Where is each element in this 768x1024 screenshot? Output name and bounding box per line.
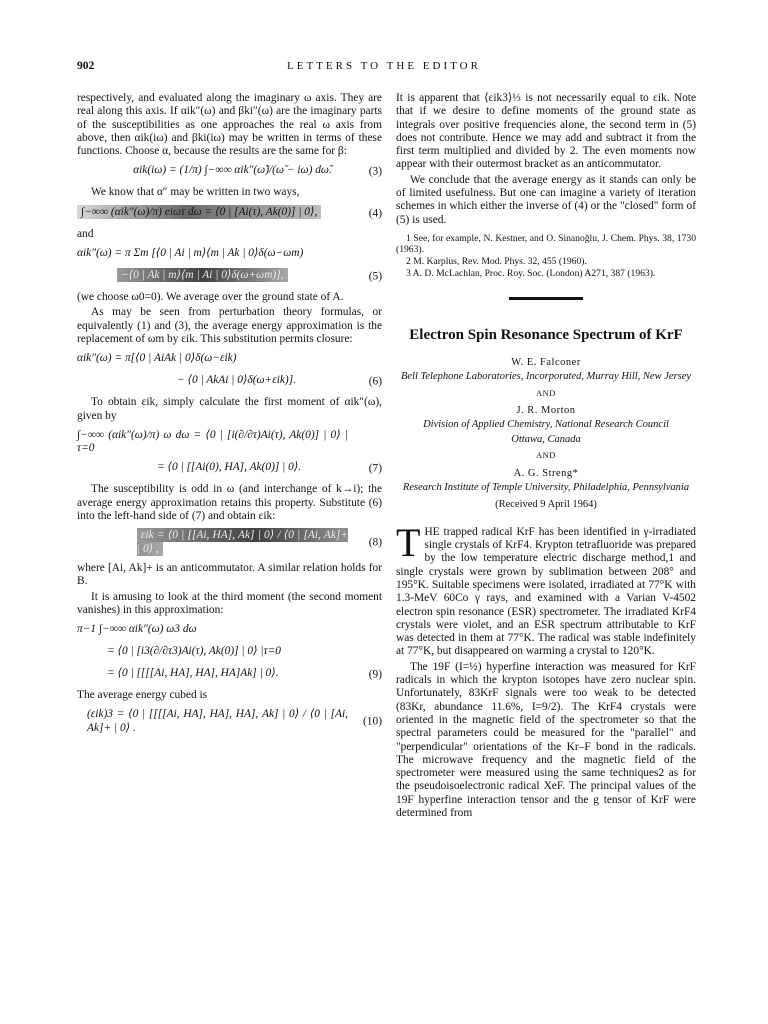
footnote: 3 A. D. McLachlan, Proc. Roy. Soc. (London) A271, 387 (1963). <box>406 267 656 279</box>
paragraph: It is amusing to look at the third moment (the second moment vanishes) in this approximation: <box>77 590 382 616</box>
section-divider <box>509 297 583 300</box>
equation-number: (3) <box>368 165 382 178</box>
and-word: and <box>77 227 94 240</box>
paragraph: where [Ai, Ak]+ is an anticommutator. A similar relation holds for B. <box>77 561 382 588</box>
article-body-paragraph <box>396 519 696 659</box>
equation-3 <box>77 164 382 180</box>
paragraph: The average energy cubed is <box>77 689 208 702</box>
running-title: LETTERS TO THE EDITOR <box>287 60 481 72</box>
author-affiliation: Bell Telephone Laboratories, Incorporated, Murray Hill, New Jersey <box>400 371 692 383</box>
equation-5a <box>77 247 382 263</box>
paragraph: We know that α″ may be written in two ways, <box>91 186 300 199</box>
author-name: J. R. Morton <box>516 405 576 417</box>
equation-body: αik″(ω) = π[⟨0 | AiAk | 0⟩δ(ω−εik) <box>77 352 237 365</box>
author-affiliation: Ottawa, Canada <box>511 433 581 445</box>
equation-body: = ⟨0 | [[[[Ai, HA], HA], HA]Ak] | 0⟩. <box>107 667 279 680</box>
author-name: W. E. Falconer <box>511 356 581 368</box>
paragraph: To obtain εik, simply calculate the first moment of αik″(ω), given by <box>77 396 382 422</box>
article-title: Electron Spin Resonance Spectrum of KrF <box>409 326 683 343</box>
equation-7b <box>77 461 382 477</box>
equation-body: αik″(ω) = π Σm [⟨0 | Ai | m⟩⟨m | Ak | 0⟩δ(ω−ωm) <box>77 247 304 260</box>
equation-10 <box>77 708 382 735</box>
equation-body: = ⟨0 | [[Ai(0), HA], Ak(0)] | 0⟩. <box>157 461 302 474</box>
equation-body: (εik)3 = ⟨0 | [[[[Ai, HA], HA], HA], Ak] | 0⟩ / ⟨0 | [Ai, Ak]+ | 0⟩ . <box>87 708 348 734</box>
page-header <box>77 60 691 76</box>
paragraph: (we choose ω0=0). We average over the ground state of A. <box>77 291 344 304</box>
equation-number: (5) <box>368 270 382 283</box>
paragraph: As may be seen from perturbation theory formulas, or equivalently (1) and (3), the average energy approximation is the replacement of ωm by εik. This substitution permits closure: <box>77 306 382 345</box>
equation-body: = ⟨0 | [i3(∂/∂τ3)Ai(τ), Ak(0)] | 0⟩ |τ=0 <box>107 645 281 658</box>
drop-cap: T <box>396 519 421 565</box>
article-body-paragraph: The 19F (I=½) hyperfine interaction was measured for KrF radicals in which the krypton isotopes have zero nuclear spin. Unfortunately, 83KrF signals were too weak to be detected (83Kr, abundance 11.6%, I=9/2). The KrF4 crystals were oriented in the magnetic field of the spectrometer so that the spectral parameters could be measured for the "parallel" and "perpendicular" orientations of the Kr–F bond in the radicals. The microwave frequency and the magnetic field of the spectrometer were measured using the same techniques2 as for the pseudoisoelectronic radical XeF. The principal values of the 19F hyperfine interaction tensor and the g tensor of KrF were determined from <box>396 660 696 819</box>
equation-body: ∫−∞∞ (αik″(ω)/π) eiωτ dω = ⟨0 | [Ai(τ), Ak(0)] | 0⟩, <box>77 205 321 219</box>
equation-9a <box>77 623 382 639</box>
right-column <box>396 92 696 822</box>
equation-number: (8) <box>368 535 382 548</box>
equation-number: (7) <box>368 462 382 475</box>
footnote: 1 See, for example, N. Kestner, and O. Sinanoğlu, J. Chem. Phys. 38, 1730 (1963). <box>396 232 696 255</box>
paragraph: The susceptibility is odd in ω (and interchange of k→i); the average energy approximation retains this property. Substitute (6) into the left-hand side of (7) and obtain εik: <box>77 483 382 523</box>
equation-body: εik = ⟨0 | [[Ai, HA], Ak] | 0⟩ / ⟨0 | [Ai, Ak]+ | 0⟩ , <box>137 529 348 555</box>
left-column <box>77 92 382 741</box>
received-date: (Received 9 April 1964) <box>495 499 597 511</box>
equation-7a <box>77 429 382 456</box>
and-separator: AND <box>536 450 556 461</box>
and-separator: AND <box>536 387 556 398</box>
equation-9c <box>77 667 382 683</box>
equation-number: (10) <box>363 715 382 728</box>
paragraph-text: HE trapped radical KrF has been identified in γ-irradiated single crystals of KrF4. Krypton tetrafluoride was prepared by the low temperature electric discharge method,1 and single crystals were grown by sublimation between 208° and 195°K. Suitable specimens were isolated, irradiated at 77°K with 1.3-MeV 60Co γ rays, and examined with a Varian V-4502 electron spin resonance (ESR) spectrometer. The irradiated KrF4 crystals were violet, and an ESR spectrum attributable to KrF was detected in them at 77°K. The radical was stable indefinitely at 77°K, but disappeared on warming a crystal to 120°K. <box>396 525 696 658</box>
equation-9b <box>77 645 382 661</box>
footnote: 2 M. Karplus, Rev. Mod. Phys. 32, 455 (1960). <box>406 255 587 267</box>
paragraph: respectively, and evaluated along the imaginary ω axis. They are real along this axis. If αik″(ω) and βki″(ω) are the imaginary parts of the susceptibilities as one approaches the real ω axis from above, then αik(iω) and βki(iω) may be written in terms of these functions. Choose α, because the results are the same for β: <box>77 92 382 158</box>
author-affiliation: Research Institute of Temple University, Philadelphia, Pennsylvania <box>402 481 690 493</box>
author-affiliation: Division of Applied Chemistry, National Research Council <box>423 419 669 431</box>
equation-body: −⟨0 | Ak | m⟩⟨m | Ai | 0⟩δ(ω+ωm)], <box>117 268 288 282</box>
footnotes <box>396 233 696 279</box>
equation-body: π−1 ∫−∞∞ αik″(ω) ω3 dω <box>77 623 197 636</box>
author-name: A. G. Streng* <box>513 467 579 479</box>
equation-4 <box>77 206 382 222</box>
equation-6b <box>77 374 382 390</box>
equation-6a <box>77 352 382 368</box>
paragraph: We conclude that the average energy as it stands can only be of limited usefulness. But one can imagine a variety of iteration schemes in which either the inverse of (4) or the "closed" form of (5) is used. <box>396 173 696 226</box>
equation-number: (6) <box>368 375 382 388</box>
equation-5b <box>77 269 382 285</box>
equation-body: − ⟨0 | AkAi | 0⟩δ(ω+εik)]. <box>177 374 296 387</box>
equation-8 <box>77 529 382 556</box>
equation-body: ∫−∞∞ (αik″(ω)/π) ω dω = ⟨0 | [i(∂/∂τ)Ai(τ), Ak(0)] | 0⟩ |τ=0 <box>77 428 348 455</box>
equation-number: (9) <box>368 668 382 681</box>
page-number: 902 <box>77 60 95 72</box>
paragraph: It is apparent that ⟨εik3⟩⅓ is not necessarily equal to εik. Note that if we desire to define moments of the ground state as integrals over positive frequencies alone, the second term in (5) does not contribute. Hence we may add and subtract it from the first term multiplied and divided by 2. The even moments now appear with their outermost bracket as an anticommutator. <box>396 92 696 171</box>
equation-number: (4) <box>368 207 382 220</box>
equation-body: αik(iω) = (1/π) ∫−∞∞ αik″(ω̃)/(ω̃ − iω) dω̃. <box>133 164 332 177</box>
